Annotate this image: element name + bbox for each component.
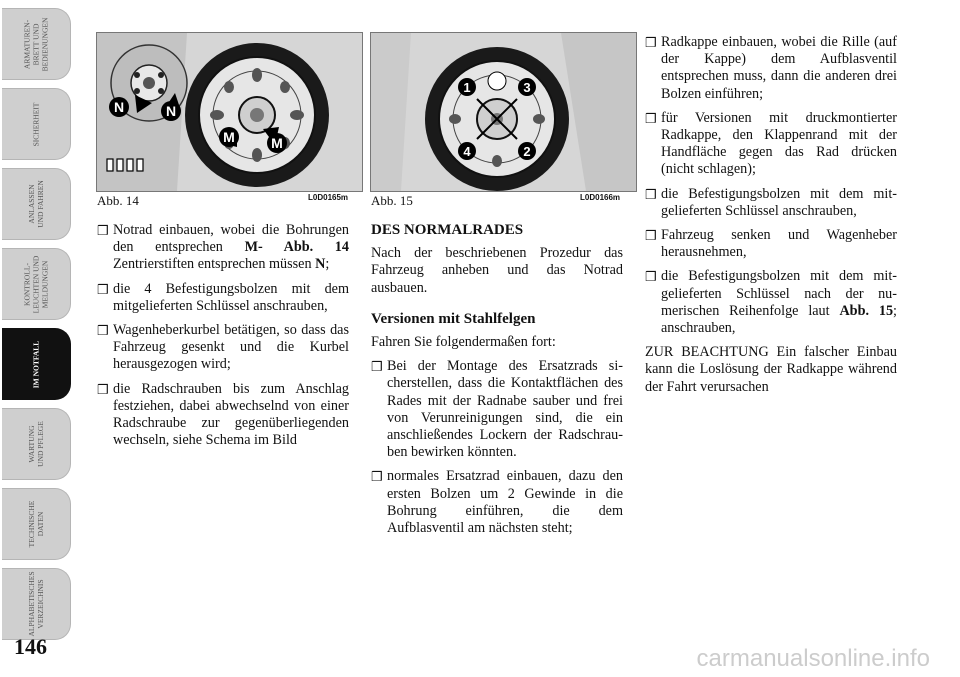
figure-14-image [96,32,363,192]
page-number: 146 [14,634,47,659]
list-item: ❒ Wagenheberkurbel betätigen, so dass das Fahrzeug gesenkt und die Kurbel herausgezogen wird; [97,322,349,373]
fig15-label-4: 4 [463,144,471,159]
warning-note: ZUR BEACHTUNG Ein falscher Einbau kann die Loslösung der Radkappe während der Fahrt verursachen [645,344,897,395]
fig15-label-2: 2 [523,144,531,159]
list-item: ❒ die Befestigungsbolzen mit dem mitgelieferten Schlüssel nach der numerischen Reihenfolge laut Abb. 15; anschrauben, [645,268,897,337]
list-item: ❒ normales Ersatzrad einbauen, dazu den ersten Bolzen um 2 Gewinde in die Bohrung einführen, die dem Aufblasventil am nächsten steht; [371,468,623,537]
figure-15-code: L0D0166m [580,193,621,202]
fig14-label-n1: N [113,99,125,115]
tab-verzeichnis[interactable]: ALPHABETISCHES VERZEICHNIS [2,568,71,640]
bullet-checkbox-icon: ❒ [645,186,657,202]
tab-im-notfall[interactable]: IM NOTFALL [2,328,71,400]
fig14-label-m2: M [271,135,283,151]
tab-sicherheit[interactable]: SICHERHEIT [2,88,71,160]
chapter-sidebar [0,0,82,640]
list-item: ❒ für Versionen mit druckmontierter Radkappe, den Klappenrand mit der Handfläche gegen das Rad drücken (nicht schlagen); [645,109,897,178]
tab-kontrollleuchten[interactable]: KONTROLL- LEUCHTEN UND MELDUNGEN [2,248,71,320]
fig15-label-3: 3 [523,80,531,95]
bullet-checkbox-icon: ❒ [645,35,657,50]
fig14-label-n2: N [165,103,177,119]
list-item: ❒ Fahrzeug senken und Wagenheber herausnehmen, [645,227,897,261]
bullet-checkbox-icon: ❒ [97,381,109,397]
figure-15-caption: Abb. 15 [371,193,413,208]
normal-wheel-illustration [371,33,636,191]
spare-wheel-illustration [97,33,362,191]
tab-wartung[interactable]: WARTUNG UND PFLEGE [2,408,71,480]
list-item: ❒ die Radschrauben bis zum Anschlag festziehen, dabei abwechselnd von einer Radschraube zur gegenüberliegenden wechseln, siehe Schema im Bild [97,380,349,449]
subheading: Versionen mit Stahlfelgen [371,310,536,327]
fig15-label-1: 1 [463,80,471,95]
bullet-checkbox-icon: ❒ [371,469,383,485]
tab-armaturenbrett[interactable]: ARMATUREN- BRETT UND BEDIENUNGEN [2,8,71,80]
bullet-checkbox-icon: ❒ [645,228,657,244]
list-item: ❒ Radkappe einbauen, wobei die Rille (auf der Kappe) dem Aufblasventil entsprechen muss, dann die anderen drei Bolzen einführen; [645,34,897,102]
bullet-checkbox-icon: ❒ [645,110,657,126]
watermark: carmanualsonline.info [696,645,930,672]
figure-14-code: L0D0165m [308,193,349,202]
figure-14-caption: Abb. 14 [97,193,139,208]
column-1 [97,222,349,456]
bullet-checkbox-icon: ❒ [97,223,109,238]
intro-paragraph: Nach der beschriebenen Prozedur das Fahrzeug anheben und das Notrad ausbauen. [371,245,623,296]
bullet-checkbox-icon: ❒ [645,269,657,285]
list-item: ❒ Bei der Montage des Ersatzrads sicherstellen, dass die Kontaktflächen des Rades mit der Radnabe sauber und frei von Verunreinigungen sind, die ein anschließendes Lockern der Radschrauben bewirken könnten. [371,358,623,461]
bullet-checkbox-icon: ❒ [371,359,383,375]
list-item: ❒ die Befestigungsbolzen mit dem mitgelieferten Schlüssel anschrauben, [645,185,897,219]
figure-15-image [370,32,637,192]
tab-technische-daten[interactable]: TECHNISCHE DATEN [2,488,71,560]
column-2 [371,222,623,544]
bullet-checkbox-icon: ❒ [97,323,109,339]
list-item: ❒ Notrad einbauen, wobei die Bohrungen den entsprechen M- Abb. 14 Zentrierstiften entsprechen müssen N; [97,222,349,273]
section-heading: DES NORMALRADES [371,222,524,238]
lead-paragraph: Fahren Sie folgendermaßen fort: [371,334,556,351]
bullet-checkbox-icon: ❒ [97,281,109,297]
fig14-label-m1: M [223,129,235,145]
list-item: ❒ die 4 Befestigungsbolzen mit dem mitgelieferten Schlüssel anschrauben, [97,280,349,314]
column-3 [645,34,897,403]
tab-anlassen[interactable]: ANLASSEN UND FAHREN [2,168,71,240]
